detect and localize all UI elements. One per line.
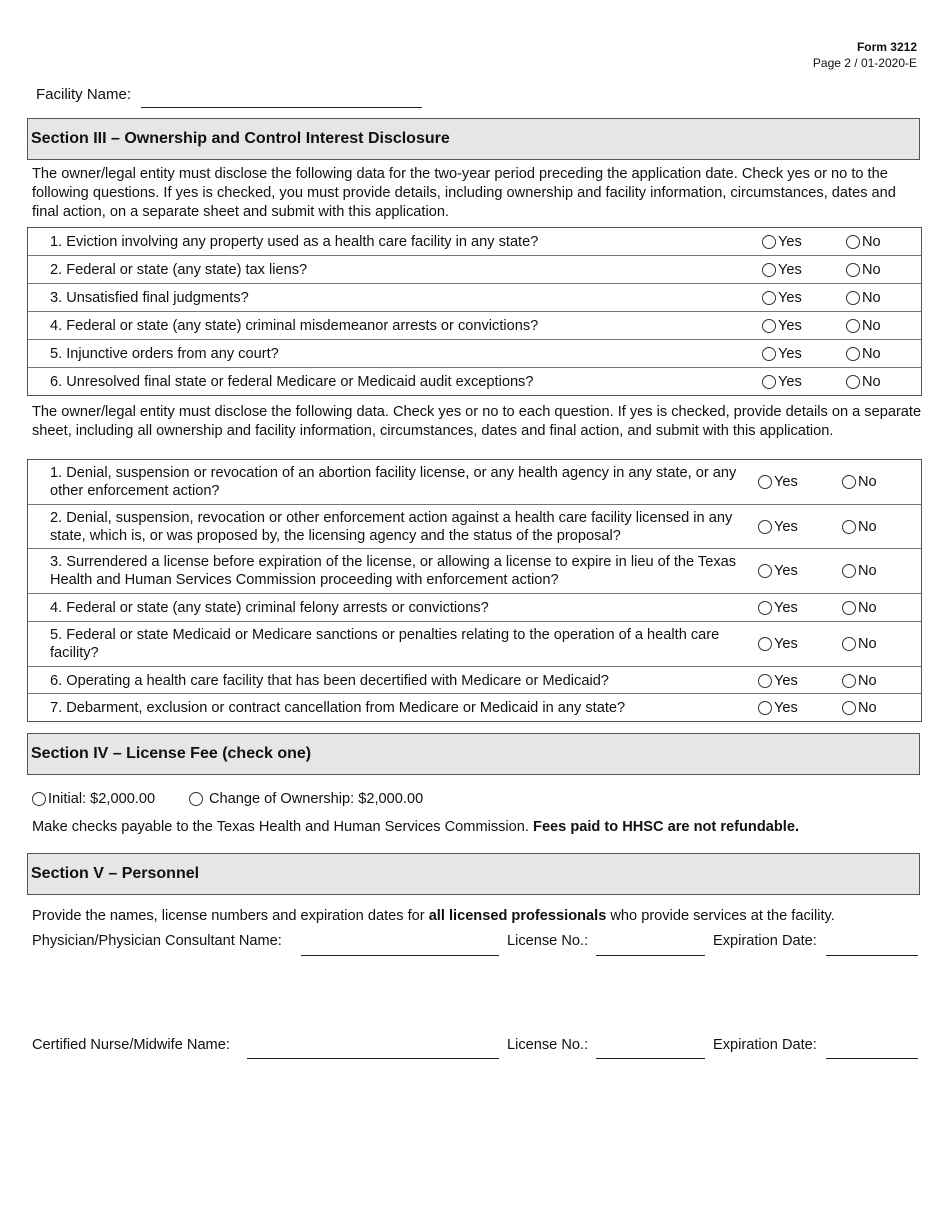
physician-license-field[interactable] bbox=[596, 955, 705, 956]
form-header bbox=[813, 39, 917, 71]
radio-circle-icon bbox=[846, 235, 860, 249]
no-radio[interactable]: No bbox=[842, 636, 877, 652]
personnel-intro: Provide the names, license numbers and expiration dates for all licensed professionals who provide services at the facility. bbox=[32, 908, 835, 924]
yes-radio[interactable]: Yes bbox=[762, 374, 802, 390]
fee-change-of-ownership-radio[interactable]: Change of Ownership: $2,000.00 bbox=[189, 791, 423, 807]
table-row bbox=[28, 256, 921, 284]
question-text: 5. Injunctive orders from any court? bbox=[50, 346, 279, 362]
no-radio[interactable]: No bbox=[842, 519, 877, 535]
physician-license-label: License No.: bbox=[507, 933, 589, 949]
radio-circle-icon bbox=[846, 375, 860, 389]
disclosure-table-2 bbox=[27, 459, 922, 722]
disclosure-table-1 bbox=[27, 227, 922, 396]
question-text: 5. Federal or state Medicaid or Medicare sanctions or penalties relating to the operation of a health care facility? bbox=[50, 627, 720, 661]
no-radio[interactable]: No bbox=[846, 290, 881, 306]
no-radio[interactable]: No bbox=[842, 600, 877, 616]
radio-circle-icon bbox=[842, 701, 856, 715]
yes-radio[interactable]: Yes bbox=[758, 673, 798, 689]
radio-circle-icon bbox=[758, 564, 772, 578]
table-row bbox=[28, 549, 921, 594]
nurse-license-field[interactable] bbox=[596, 1058, 705, 1059]
no-radio[interactable]: No bbox=[842, 700, 877, 716]
table-row bbox=[28, 667, 921, 694]
table-row bbox=[28, 228, 921, 256]
question-text: 1. Eviction involving any property used as a health care facility in any state? bbox=[50, 234, 539, 250]
facility-name-label: Facility Name: bbox=[36, 86, 132, 103]
section-3-intro: The owner/legal entity must disclose the following data for the two-year period preceding the application date. Check yes or no to the following questions. If yes is checked, you must provide details, including ownership and facility information, circumstances, dates and final action, on a separate sheet and submit with this application. bbox=[32, 166, 896, 220]
no-radio[interactable]: No bbox=[846, 346, 881, 362]
question-text: 6. Unresolved final state or federal Medicare or Medicaid audit exceptions? bbox=[50, 374, 534, 390]
table-row bbox=[28, 505, 921, 549]
question-text: 3. Unsatisfied final judgments? bbox=[50, 290, 249, 306]
radio-circle-icon bbox=[758, 520, 772, 534]
facility-name-field[interactable] bbox=[141, 107, 422, 108]
no-radio[interactable]: No bbox=[846, 262, 881, 278]
radio-circle-icon bbox=[758, 674, 772, 688]
no-radio[interactable]: No bbox=[846, 374, 881, 390]
section-3-header bbox=[27, 118, 920, 160]
radio-circle-icon bbox=[762, 263, 776, 277]
question-text: 2. Federal or state (any state) tax liens? bbox=[50, 262, 308, 278]
yes-radio[interactable]: Yes bbox=[758, 519, 798, 535]
no-radio[interactable]: No bbox=[842, 474, 877, 490]
no-radio[interactable]: No bbox=[846, 318, 881, 334]
radio-circle-icon bbox=[189, 792, 203, 806]
fee-initial-radio[interactable]: Initial: $2,000.00 bbox=[32, 791, 155, 807]
yes-radio[interactable]: Yes bbox=[762, 318, 802, 334]
radio-circle-icon bbox=[842, 674, 856, 688]
section-5-header bbox=[27, 853, 920, 895]
section-4-title: Section IV – License Fee (check one) bbox=[31, 745, 312, 762]
table-row bbox=[28, 368, 921, 395]
no-radio[interactable]: No bbox=[842, 673, 877, 689]
yes-radio[interactable]: Yes bbox=[762, 290, 802, 306]
yes-radio[interactable]: Yes bbox=[762, 346, 802, 362]
table-row bbox=[28, 622, 921, 667]
radio-circle-icon bbox=[846, 263, 860, 277]
nurse-name-field[interactable] bbox=[247, 1058, 499, 1059]
radio-circle-icon bbox=[842, 637, 856, 651]
physician-expiration-field[interactable] bbox=[826, 955, 918, 956]
radio-circle-icon bbox=[846, 319, 860, 333]
radio-circle-icon bbox=[842, 475, 856, 489]
table-row bbox=[28, 312, 921, 340]
radio-circle-icon bbox=[842, 520, 856, 534]
question-text: 3. Surrendered a license before expiration of the license, or allowing a license to expire in lieu of the Texas Health and Human Services Commission proceeding with enforcement action? bbox=[50, 554, 737, 588]
form-number: Form 3212 bbox=[856, 40, 917, 54]
yes-radio[interactable]: Yes bbox=[758, 636, 798, 652]
radio-circle-icon bbox=[762, 291, 776, 305]
question-text: 2. Denial, suspension, revocation or other enforcement action against a health care facility licensed in any state, which is, or was proposed by, the licensing agency and the status of the proposal? bbox=[50, 510, 733, 544]
no-radio[interactable]: No bbox=[842, 563, 877, 579]
yes-radio[interactable]: Yes bbox=[762, 262, 802, 278]
section-4-header bbox=[27, 733, 920, 775]
radio-circle-icon bbox=[758, 701, 772, 715]
section-3-intro-2: The owner/legal entity must disclose the following data. Check yes or no to each question. If yes is checked, provide details on a separate sheet, including all ownership and facility information, circumstances, dates and final action, and submit with this application. bbox=[32, 404, 922, 439]
question-text: 4. Federal or state (any state) criminal felony arrests or convictions? bbox=[50, 600, 489, 616]
radio-circle-icon bbox=[846, 347, 860, 361]
physician-name-field[interactable] bbox=[301, 955, 499, 956]
radio-circle-icon bbox=[762, 375, 776, 389]
radio-circle-icon bbox=[758, 475, 772, 489]
radio-circle-icon bbox=[846, 291, 860, 305]
fee-note: Make checks payable to the Texas Health and Human Services Commission. Fees paid to HHSC are not refundable. bbox=[32, 819, 800, 835]
yes-radio[interactable]: Yes bbox=[758, 600, 798, 616]
table-row bbox=[28, 694, 921, 721]
nurse-name-label: Certified Nurse/Midwife Name: bbox=[32, 1037, 230, 1053]
no-radio[interactable]: No bbox=[846, 234, 881, 250]
section-3-title: Section III – Ownership and Control Interest Disclosure bbox=[31, 130, 450, 147]
nurse-expiration-field[interactable] bbox=[826, 1058, 918, 1059]
section-5-title: Section V – Personnel bbox=[31, 865, 200, 882]
nurse-license-label: License No.: bbox=[507, 1037, 589, 1053]
table-row bbox=[28, 284, 921, 312]
table-row bbox=[28, 594, 921, 622]
radio-circle-icon bbox=[842, 564, 856, 578]
radio-circle-icon bbox=[758, 601, 772, 615]
question-text: 1. Denial, suspension or revocation of an abortion facility license, or any health agency in any state, or any other enforcement action? bbox=[50, 465, 737, 499]
question-text: 7. Debarment, exclusion or contract cancellation from Medicare or Medicaid in any state? bbox=[50, 700, 626, 716]
yes-radio[interactable]: Yes bbox=[762, 234, 802, 250]
radio-circle-icon bbox=[762, 235, 776, 249]
radio-circle-icon bbox=[32, 792, 46, 806]
question-text: 6. Operating a health care facility that has been decertified with Medicare or Medicaid? bbox=[50, 673, 609, 689]
page-info: Page 2 / 01-2020-E bbox=[812, 56, 917, 70]
radio-circle-icon bbox=[762, 319, 776, 333]
yes-radio[interactable]: Yes bbox=[758, 474, 798, 490]
nurse-expiration-label: Expiration Date: bbox=[713, 1037, 817, 1053]
yes-radio[interactable]: Yes bbox=[758, 563, 798, 579]
radio-circle-icon bbox=[842, 601, 856, 615]
yes-radio[interactable]: Yes bbox=[758, 700, 798, 716]
physician-name-label: Physician/Physician Consultant Name: bbox=[32, 933, 282, 949]
question-text: 4. Federal or state (any state) criminal misdemeanor arrests or convictions? bbox=[50, 318, 539, 334]
table-row bbox=[28, 460, 921, 505]
radio-circle-icon bbox=[762, 347, 776, 361]
physician-expiration-label: Expiration Date: bbox=[713, 933, 817, 949]
table-row bbox=[28, 340, 921, 368]
radio-circle-icon bbox=[758, 637, 772, 651]
